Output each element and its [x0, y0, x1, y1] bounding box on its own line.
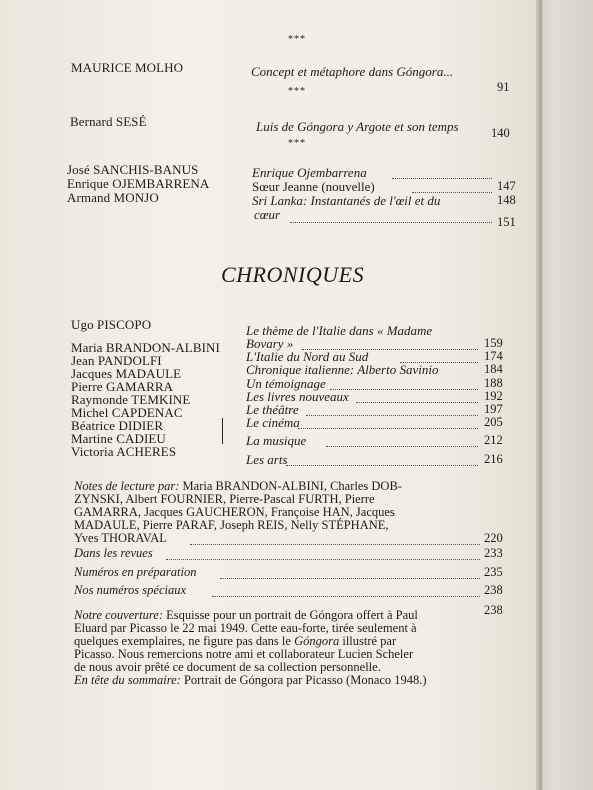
bracket-line [222, 418, 223, 444]
cover-text: quelques exemplaires, ne figure pas dans le [74, 634, 291, 648]
leader-dots [212, 596, 480, 597]
entry-page: 140 [491, 126, 510, 140]
chronicle-title: Le thème de l'Italie dans « Madame [246, 323, 433, 338]
notes-line: ZYNSKI, Albert FOURNIER, Pierre-Pascal FURTH, Pierre [74, 492, 375, 506]
cover-label: Notre couverture: [74, 608, 163, 622]
leader-dots [290, 222, 492, 223]
entry-page: 147 [497, 179, 516, 193]
leader-dots [356, 402, 478, 403]
notes-page: 220 [484, 531, 503, 545]
chronicle-title: L'Italie du Nord au Sud [246, 349, 369, 364]
leader-dots [190, 544, 480, 545]
chronicle-title: Le théâtre [246, 402, 299, 417]
chronicle-title: Le cinéma [246, 415, 300, 430]
chronicle-page: 184 [484, 362, 503, 376]
page-edge [536, 0, 542, 790]
chronicle-title: Chronique italienne: Alberto Savinio [246, 362, 439, 377]
leader-dots [326, 446, 478, 447]
chronicle-title: Les livres nouveaux [246, 389, 349, 404]
cover-line: de nous avoir prêté ce document de sa collection personnelle. [74, 660, 381, 674]
chronicle-page: 174 [484, 349, 503, 363]
chronicle-page: 212 [484, 433, 503, 447]
chronicle-page: 192 [484, 389, 503, 403]
separator-stars: *** [288, 86, 306, 97]
chronicle-author: Victoria ACHERES [71, 444, 177, 459]
cover-line: Eluard par Picasso le 22 mai 1949. Cette eau-forte, tirée seulement à [74, 621, 417, 635]
notes-line: Yves THORAVAL [74, 531, 167, 545]
misc-label: Dans les revues [74, 546, 153, 560]
leader-dots [330, 389, 478, 390]
cover-text: Portrait de Góngora par Picasso (Monaco 1948.) [183, 673, 427, 687]
misc-label: Nos numéros spéciaux [74, 583, 187, 597]
misc-label: Numéros en préparation [74, 565, 197, 579]
entry-title: Enrique Ojembarrena [252, 165, 367, 180]
chronicle-title: La musique [246, 433, 307, 448]
entry-title: cœur [254, 207, 280, 222]
leader-dots [306, 415, 478, 416]
entry-author: MAURICE MOLHO [71, 60, 184, 75]
entry-title: Concept et métaphore dans Góngora... [251, 64, 454, 79]
misc-page: 238 [484, 583, 503, 597]
misc-page: 238 [484, 603, 503, 617]
entry-title: Sœur Jeanne (nouvelle) [252, 179, 375, 194]
leader-dots [220, 578, 480, 579]
entry-page: 91 [497, 80, 510, 94]
cover-emph: Góngora [294, 634, 340, 648]
entry-title: Sri Lanka: Instantanés de l'œil et du [252, 193, 441, 208]
chronicle-title: Un témoignage [246, 376, 326, 391]
entry-page: 151 [497, 215, 516, 229]
chronicle-author: Martine CADIEU [71, 431, 166, 446]
chronicle-page: 205 [484, 415, 503, 429]
separator-stars: *** [288, 34, 306, 45]
chronicle-author: Maria BRANDON-ALBINI [71, 340, 220, 355]
chronicle-author: Michel CAPDENAC [71, 405, 183, 420]
notes-label: Notes de lecture par: [74, 479, 180, 493]
leader-dots [286, 465, 478, 466]
chronicle-author: Jean PANDOLFI [71, 353, 162, 368]
cover-text: illustré par [342, 634, 397, 648]
chronicle-page: 216 [484, 452, 503, 466]
cover-line: Picasso. Nous remercions notre ami et collaborateur Lucien Scheler [74, 647, 414, 661]
chronicle-page: 159 [484, 336, 503, 350]
cover-label: En tête du sommaire: [74, 673, 181, 687]
leader-dots [392, 178, 492, 179]
chronicle-author: Béatrice DIDIER [71, 418, 164, 433]
chronicle-page: 197 [484, 402, 503, 416]
entry-author: Armand MONJO [67, 190, 159, 205]
cover-text: Esquisse pour un portrait de Góngora offert à Paul [166, 608, 418, 622]
entry-author: José SANCHIS-BANUS [67, 162, 199, 177]
chronicle-title: Les arts [246, 452, 288, 467]
notes-line: GAMARRA, Jacques GAUCHERON, Françoise HAN, Jacques [74, 505, 395, 519]
chronicle-author: Pierre GAMARRA [71, 379, 174, 394]
misc-page: 233 [484, 546, 503, 560]
section-heading: CHRONIQUES [221, 262, 365, 287]
entry-title: Luis de Góngora y Argote et son temps [256, 119, 459, 134]
notes-text: Maria BRANDON-ALBINI, Charles DOB- [182, 479, 402, 493]
chronicle-title: Bovary » [246, 336, 294, 351]
chronicle-author: Ugo PISCOPO [71, 317, 152, 332]
entry-author: Enrique OJEMBARRENA [67, 176, 210, 191]
cover-line [74, 673, 427, 688]
chronicle-author: Raymonde TEMKINE [71, 392, 191, 407]
misc-page: 235 [484, 565, 503, 579]
leader-dots [166, 559, 480, 560]
chronicle-page: 188 [484, 376, 503, 390]
separator-stars: *** [288, 138, 306, 149]
entry-author: Bernard SESÉ [70, 114, 147, 129]
leader-dots [298, 428, 478, 429]
notes-line: MADAULE, Pierre PARAF, Joseph REIS, Nelly STÉPHANE, [74, 518, 389, 532]
entry-page: 148 [497, 193, 516, 207]
chronicle-author: Jacques MADAULE [71, 366, 182, 381]
